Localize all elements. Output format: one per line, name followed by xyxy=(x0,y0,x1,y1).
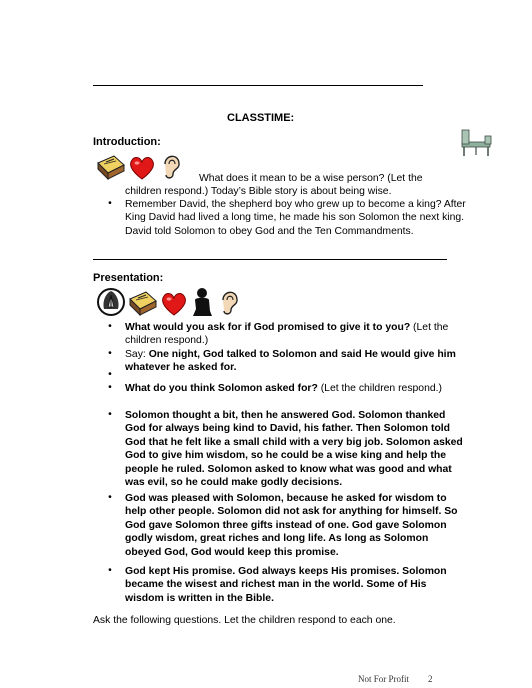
introduction-heading: Introduction: xyxy=(93,136,161,148)
bullet-marker: • xyxy=(108,369,112,380)
bullet-marker: • xyxy=(108,409,112,420)
presentation-item-5: Solomon thought a bit, then he answered God. Solomon thanked God for always being kind to David, his father. Then Solomon told God that he felt like a small child with a very big job. Solomon asked God to give him wisdom, so he could be a wise king and help the people he ruled. Solomon asked to know what was good and what was evil, so he could make godly decisions. xyxy=(125,410,463,489)
presentation-item-6: God was pleased with Solomon, because he asked for wisdom to help other people. Solomon did not ask for anything for himself. So God gave Solomon three gifts instead of one. God gave Solomon godly wisdom, great riches and long life. As long as Solomon obeyed God, God would keep this promise. xyxy=(125,493,458,558)
item-normal-text: Say: xyxy=(125,349,149,360)
chair-icon xyxy=(459,128,495,158)
praying-hands-icon xyxy=(96,287,126,317)
bullet-marker: • xyxy=(108,321,112,332)
kneeling-child-icon xyxy=(190,287,214,317)
presentation-heading: Presentation: xyxy=(93,272,164,284)
item-normal-text: (Let the children respond.) xyxy=(125,322,449,347)
heart-icon xyxy=(160,291,188,317)
page-title: CLASSTIME: xyxy=(227,112,295,124)
bullet-marker: • xyxy=(108,198,112,209)
item-bold-text: One night, God talked to Solomon and said He would give him whatever he asked for. xyxy=(125,349,456,374)
bullet-marker: • xyxy=(108,382,112,393)
footer-label: Not For Profit xyxy=(358,674,410,684)
bible-icon xyxy=(96,153,126,181)
intro-icon-row xyxy=(96,151,184,181)
page-number: 2 xyxy=(428,674,433,684)
item-bold-text: What do you think Solomon asked for? xyxy=(125,383,318,394)
presentation-item-1 xyxy=(125,321,465,348)
bullet-marker: • xyxy=(108,348,112,359)
ear-icon xyxy=(216,287,242,317)
top-rule xyxy=(93,85,423,86)
item-bold-text: What would you ask for if God promised to give it to you? xyxy=(125,322,411,333)
heart-icon xyxy=(128,155,156,181)
presentation-icon-row xyxy=(96,287,242,317)
section-rule xyxy=(93,259,447,260)
bullet-marker: • xyxy=(108,492,112,503)
closing-text: Ask the following questions. Let the children respond to each one. xyxy=(93,615,396,626)
presentation-item-2 xyxy=(125,348,475,375)
ear-icon xyxy=(158,151,184,181)
intro-first-continued: children respond.) Today’s Bible story is about being wise. xyxy=(125,186,392,197)
intro-first-line: What does it mean to be a wise person? (Let the xyxy=(199,173,423,184)
intro-bullet-text: Remember David, the shepherd boy who grew up to become a king? After King David had lived a long time, he made his son Solomon the next king. David told Solomon to obey God and the Ten Commandments. xyxy=(125,199,466,237)
item-normal-text: (Let the children respond.) xyxy=(317,383,442,394)
bible-icon xyxy=(128,289,158,317)
presentation-item-4 xyxy=(125,382,475,395)
presentation-item-7: God kept His promise. God always keeps His promises. Solomon became the wisest and richest man in the world. Some of His wisdom is written in the Bible. xyxy=(125,566,447,604)
bullet-marker: • xyxy=(108,565,112,576)
